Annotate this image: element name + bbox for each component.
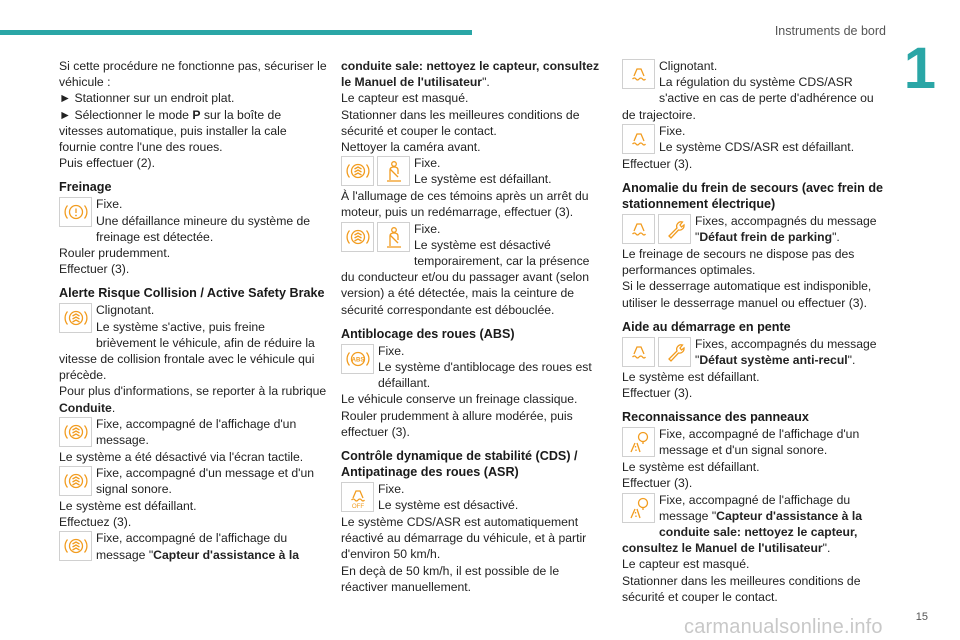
heading-freinage: Freinage (59, 180, 112, 195)
paragraph: Effectuer (3). (622, 386, 693, 401)
paragraph: Rouler prudemment. (59, 246, 171, 261)
entry-description: La régulation du système CDS/ASR s'active en cas de perte d'adhérence ou de trajectoire. (622, 75, 874, 122)
entry-state: Clignotant. (96, 303, 155, 318)
warning-entry (622, 123, 888, 156)
entry-state: Fixes, accompagnés du message "Défaut système anti-recul". (695, 336, 877, 368)
stability-control-icon (622, 337, 655, 367)
abs-warning-icon (341, 344, 374, 374)
seatbelt-warning-icon (377, 222, 410, 252)
entry-state: Fixe. (378, 343, 405, 358)
heading-parking-brake: Anomalie du frein de secours (avec frein de stationnement électrique) (622, 181, 884, 212)
entry-state: Fixe. (96, 197, 123, 212)
chapter-number: 1 (903, 36, 936, 101)
paragraph: Le système a été désactivé via l'écran tactile. (59, 449, 304, 464)
warning-entry (622, 492, 888, 557)
paragraph: Nettoyer la caméra avant. (341, 140, 481, 155)
entry-state: Fixe, accompagné de l'affichage du message "Capteur d'assistance à la conduite sale: nettoyez le capteur, consultez le Manuel de l'utilisateur". (622, 492, 862, 556)
svg-text:ABS: ABS (351, 357, 364, 364)
paragraph: Le système CDS/ASR est automatiquement réactivé au démarrage du véhicule, et à partir d'environ 50 km/h. (341, 515, 587, 562)
warning-entry (622, 426, 888, 459)
column-2 (341, 58, 606, 595)
seatbelt-warning-icon (377, 156, 410, 186)
wrench-icon (658, 214, 691, 244)
entry-description: Le système s'active, puis freine brièvement le véhicule, afin de réduire la vitesse de collision frontale avec le véhicule qui précède. (59, 319, 315, 383)
paragraph: Pour plus d'informations, se reporter à la rubrique Conduite. (59, 384, 327, 415)
road-sign-warning-icon (622, 493, 655, 523)
warning-entry (341, 155, 606, 188)
entry-state: Clignotant. (659, 59, 718, 73)
paragraph: Le véhicule conserve un freinage classique. (341, 392, 578, 407)
road-sign-warning-icon (622, 427, 655, 457)
brake-warning-icon (59, 197, 92, 227)
paragraph: Le système est défaillant. (622, 460, 760, 475)
entry-state: Fixe. (378, 482, 405, 497)
warning-entry (59, 465, 327, 498)
paragraph: Effectuer (3). (59, 262, 130, 277)
entry-description: Une défaillance mineure du système de freinage est détectée. (96, 213, 311, 244)
paragraph: Le capteur est masqué. (341, 91, 469, 106)
section-title: Instruments de bord (774, 24, 886, 38)
paragraph: Effectuer (3). (622, 156, 693, 171)
warning-entry (622, 213, 888, 246)
off-label: OFF (351, 503, 364, 510)
header-accent-bar (0, 30, 472, 35)
entry-state: Fixe, accompagné d'un message et d'un signal sonore. (96, 466, 315, 497)
warning-entry (622, 336, 888, 369)
entry-description: Le système est désactivé. (378, 498, 519, 513)
paragraph: En deçà de 50 km/h, il est possible de le réactiver manuellement. (341, 563, 560, 594)
heading-abs: Antiblocage des roues (ABS) (341, 326, 515, 341)
entry-state: Fixe. (414, 156, 441, 171)
stability-control-icon (622, 59, 655, 89)
warning-entry (59, 196, 327, 245)
warning-entry (59, 416, 327, 449)
heading-collision-alert: Alerte Risque Collision / Active Safety Brake (59, 286, 325, 301)
paragraph: conduite sale: nettoyez le capteur, consultez le Manuel de l'utilisateur". (341, 59, 600, 90)
bullet-item: ► Sélectionner le mode P sur la boîte de vitesses automatique, puis installer la cale fournie contre l'une des roues. (59, 107, 287, 155)
collision-warning-icon (341, 222, 374, 252)
page-number: 15 (915, 611, 928, 623)
column-1 (59, 58, 327, 563)
collision-warning-icon (341, 156, 374, 186)
heading-sign-recognition: Reconnaissance des panneaux (622, 410, 809, 425)
warning-entry (59, 302, 327, 383)
paragraph: Effectuez (3). (59, 515, 132, 530)
warning-entry (622, 58, 888, 123)
entry-description: Le système d'antiblocage des roues est défaillant. (378, 360, 592, 391)
warning-entry (341, 481, 606, 514)
collision-warning-icon (59, 531, 92, 561)
collision-warning-icon (59, 466, 92, 496)
entry-description: Le système CDS/ASR est défaillant. (659, 140, 855, 155)
entry-state: Fixe. (659, 123, 686, 138)
entry-state: Fixes, accompagnés du message "Défaut frein de parking". (695, 214, 877, 245)
paragraph: Puis effectuer (2). (59, 156, 155, 171)
warning-entry (59, 530, 327, 563)
stability-control-icon (622, 214, 655, 244)
paragraph: Stationner dans les meilleures conditions de sécurité et couper le contact. (622, 573, 861, 604)
collision-warning-icon (59, 303, 92, 333)
entry-state: Fixe, accompagné de l'affichage d'un message et d'un signal sonore. (659, 427, 860, 458)
paragraph: Rouler prudemment à allure modérée, puis effectuer (3). (341, 408, 573, 439)
warning-entry (341, 343, 606, 392)
bullet-item: ► Stationner sur un endroit plat. (59, 91, 235, 106)
paragraph: Le système est défaillant. (622, 369, 760, 384)
entry-description: Le système est désactivé temporairement, car la présence du conducteur et/ou du passager avant (selon version) a été détectée, mais la ceinture de sécurité correspondante est débouclée. (341, 237, 590, 317)
entry-state: Fixe, accompagné de l'affichage du message "Capteur d'assistance à la (96, 531, 299, 562)
collision-warning-icon (59, 417, 92, 447)
heading-hill-start: Aide au démarrage en pente (622, 319, 791, 334)
paragraph: Stationner dans les meilleures conditions de sécurité et couper le contact. (341, 107, 580, 138)
entry-description: Le système est défaillant. (414, 172, 552, 187)
paragraph: Effectuer (3). (622, 476, 693, 491)
wrench-icon (658, 337, 691, 367)
paragraph: Le freinage de secours ne dispose pas des performances optimales. (622, 247, 855, 278)
paragraph: Si le desserrage automatique est indisponible, utiliser le desserrage manuel ou effectuer (3). (622, 279, 872, 310)
entry-state: Fixe, accompagné de l'affichage d'un message. (96, 416, 297, 448)
warning-entry (341, 221, 606, 318)
entry-state: Fixe. (414, 221, 441, 236)
column-3 (622, 58, 888, 605)
paragraph: Le capteur est masqué. (622, 557, 750, 572)
stability-control-icon (622, 124, 655, 154)
paragraph: Si cette procédure ne fonctionne pas, sécuriser le véhicule : (59, 59, 327, 90)
watermark: carmanualsonline.info (684, 616, 883, 638)
stability-control-off-icon (341, 482, 374, 512)
paragraph: À l'allumage de ces témoins après un arrêt du moteur, puis un redémarrage, effectuer (3). (341, 189, 589, 220)
heading-stability-control: Contrôle dynamique de stabilité (CDS) / Antipatinage des roues (ASR) (341, 449, 578, 480)
paragraph: Le système est défaillant. (59, 499, 197, 514)
